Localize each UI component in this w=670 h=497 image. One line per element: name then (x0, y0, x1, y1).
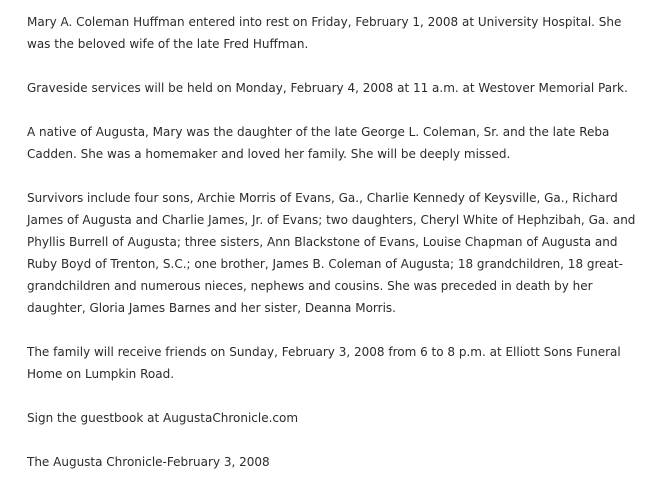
text-line: The Augusta Chronicle-February 3, 2008 (27, 455, 270, 469)
text-line: Sign the guestbook at AugustaChronicle.com (27, 411, 299, 425)
text-line: Phyllis Burrell of Augusta; three sisters, Ann Blackstone of Evans, Louise Chapman of Augusta and (27, 235, 618, 249)
text-line: Mary A. Coleman Huffman entered into rest on Friday, February 1, 2008 at University Hospital. She (27, 15, 622, 29)
text-line: daughter, Gloria James Barnes and her sister, Deanna Morris. (27, 301, 396, 315)
text-line: A native of Augusta, Mary was the daughter of the late George L. Coleman, Sr. and the late Reba (27, 125, 610, 139)
text-line: was the beloved wife of the late Fred Huffman. (27, 37, 309, 51)
text-line: James of Augusta and Charlie James, Jr. of Evans; two daughters, Cheryl White of Hephzibah, Ga. and (27, 213, 636, 227)
paragraph-death-notice (27, 11, 657, 55)
text-line: Cadden. She was a homemaker and loved her family. She will be deeply missed. (27, 147, 511, 161)
obituary-text (27, 11, 657, 495)
paragraph-source (27, 451, 657, 473)
text-line: The family will receive friends on Sunday, February 3, 2008 from 6 to 8 p.m. at Elliott Sons Funeral (27, 345, 621, 359)
text-line: Ruby Boyd of Trenton, S.C.; one brother, James B. Coleman of Augusta; 18 grandchildren, 18 great- (27, 257, 623, 271)
text-line: Survivors include four sons, Archie Morris of Evans, Ga., Charlie Kennedy of Keysville, Ga., Richard (27, 191, 618, 205)
paragraph-visitation (27, 341, 657, 385)
text-line: Home on Lumpkin Road. (27, 367, 175, 381)
paragraph-guestbook (27, 407, 657, 429)
text-line: grandchildren and numerous nieces, nephews and cousins. She was preceded in death by her (27, 279, 593, 293)
text-line: Graveside services will be held on Monday, February 4, 2008 at 11 a.m. at Westover Memorial Park. (27, 81, 628, 95)
paragraph-biography (27, 121, 657, 165)
paragraph-graveside-services (27, 77, 657, 99)
paragraph-survivors (27, 187, 657, 319)
